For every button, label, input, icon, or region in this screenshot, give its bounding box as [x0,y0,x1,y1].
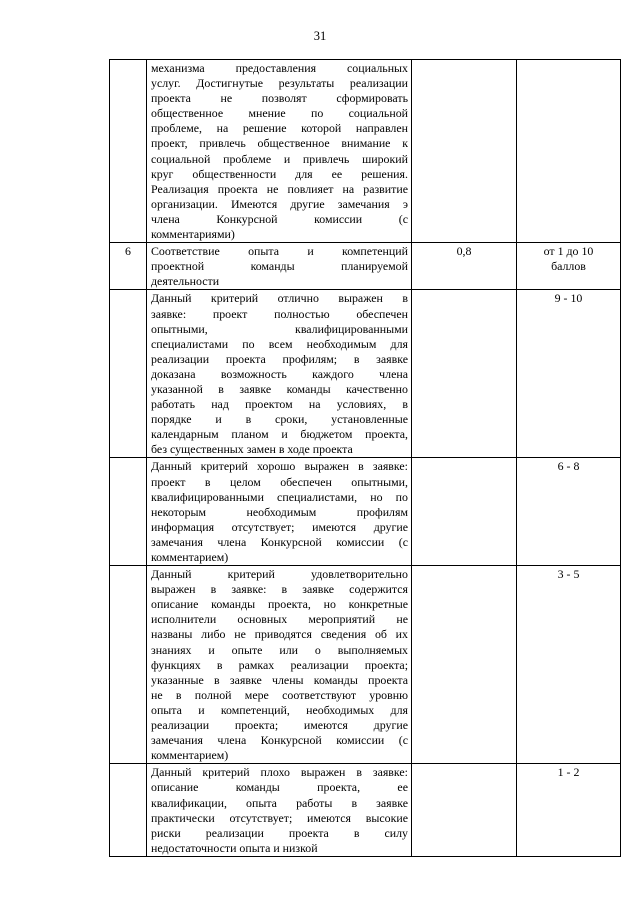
description-line: некоторым необходимым профилям [151,504,408,519]
criterion-description [147,566,411,763]
criterion-description [147,458,411,565]
table-row [110,60,621,243]
description-line: работать над проектом на условиях, в [151,397,408,412]
description-line: знаниях и опыте или о выполняемых [151,642,408,657]
row-number-cell [110,566,147,764]
description-line: социальной проблеме и привлечь широкий [151,151,408,166]
page-number: 31 [313,29,327,43]
row-number-cell [110,764,147,857]
table-row [110,566,621,764]
description-line: круг общественности для ее решения. [151,166,408,181]
description-line: члена Конкурсной комиссии (с [151,211,408,226]
description-line: порядке и в сроки, установленные [151,412,408,427]
criterion-description [147,764,411,856]
criterion-title [147,243,411,289]
description-line: доказана возможность каждого члена [151,366,408,381]
description-line: проектной команды планируемой [151,259,408,274]
description-line: опыта и компетенций, необходимых для [151,702,408,717]
description-line: квалифицированными специалистами, но по [151,489,408,504]
row-number-cell [110,290,147,458]
description-line: реализации проекта; имеются другие [151,718,408,733]
description-line: замечания члена Конкурсной комиссии (с [151,534,408,549]
description-line: замечания члена Конкурсной комиссии (с [151,733,408,748]
description-line: функциях в рамках реализации проекта; [151,657,408,672]
description-line: комментарием) [151,550,229,564]
criterion-description [147,290,411,457]
score-cell [517,60,621,243]
weight-cell [412,290,517,458]
description-line: недостаточности опыта и низкой [151,840,318,855]
description-line: календарным планом и бюджетом проекта, [151,427,408,442]
description-line: информация отсутствует; имеются другие [151,519,408,534]
table-row [110,243,621,290]
row-number-cell: 6 [125,244,131,259]
weight-cell [412,764,517,857]
description-line: Данный критерий плохо выражен в заявке: [151,765,408,780]
criterion-description [147,60,411,242]
description-line: организации. Имеются другие замечания э [151,196,408,211]
description-line: комментарием) [151,748,229,763]
score-range: 9 - 10 [554,291,583,306]
description-line: проблеме, на решение которой направлен [151,121,408,136]
description-line: указанные в заявке члены команды проекта [151,672,408,687]
description-line: риски реализации проекта в силу [151,825,408,840]
description-line: механизма предоставления социальных [151,61,408,75]
description-line: деятельности [151,274,220,289]
description-line: выражен в заявке: в заявке содержится [151,582,408,597]
description-line: описание команды проекта, ее [151,780,408,795]
description-line: практически отсутствует; имеются высокие [151,810,408,825]
table-row [110,458,621,566]
description-line: Данный критерий отлично выражен в [151,291,408,306]
description-line: проект в целом обеспечен опытными, [151,474,408,489]
description-line: заявке: проект полностью обеспечен [151,306,408,321]
description-line: проекта не позволят сформировать [151,91,408,106]
description-line: описание команды проекта, но конкретные [151,597,408,612]
row-number-cell [110,60,147,243]
weight-cell [412,458,517,566]
description-line: указанной в заявке команды качественно [151,381,408,396]
description-line: проект, привлечь общественное внимание к [151,136,408,151]
criteria-table [109,59,621,857]
weight-value: 0,8 [456,244,472,259]
weight-cell [412,566,517,764]
description-line: Реализация проекта не повлияет на развитие [151,181,408,196]
description-line: услуг. Достигнутые результаты реализации [151,76,408,91]
description-line: общественное мнение по социальной [151,106,408,121]
description-line: названы либо не приводятся сведения об их [151,627,408,642]
description-line: Данный критерий удовлетворительно [151,567,408,582]
description-line: не в полной мере соответствуют уровню [151,687,408,702]
description-line: Данный критерий хорошо выражен в заявке: [151,459,408,474]
score-range: 1 - 2 [557,765,580,780]
score-range: 6 - 8 [557,459,580,474]
description-line: опытными, квалифицированными [151,321,408,336]
description-line: квалификации, опыта работы в заявке [151,795,408,810]
table-row [110,764,621,857]
description-line: Соответствие опыта и компетенций [151,244,408,259]
description-line: реализации проекта профилям; в заявке [151,351,408,366]
score-range: от 1 до 10 баллов [543,244,594,274]
score-range: 3 - 5 [557,567,580,582]
description-line: специалистами по всем необходимым для [151,336,408,351]
row-number-cell [110,458,147,566]
description-line: исполнители основных мероприятий не [151,612,408,627]
description-line: без существенных замен в ходе проекта [151,442,353,457]
table-row [110,290,621,458]
description-line: комментариями) [151,227,235,242]
weight-cell [412,60,517,243]
